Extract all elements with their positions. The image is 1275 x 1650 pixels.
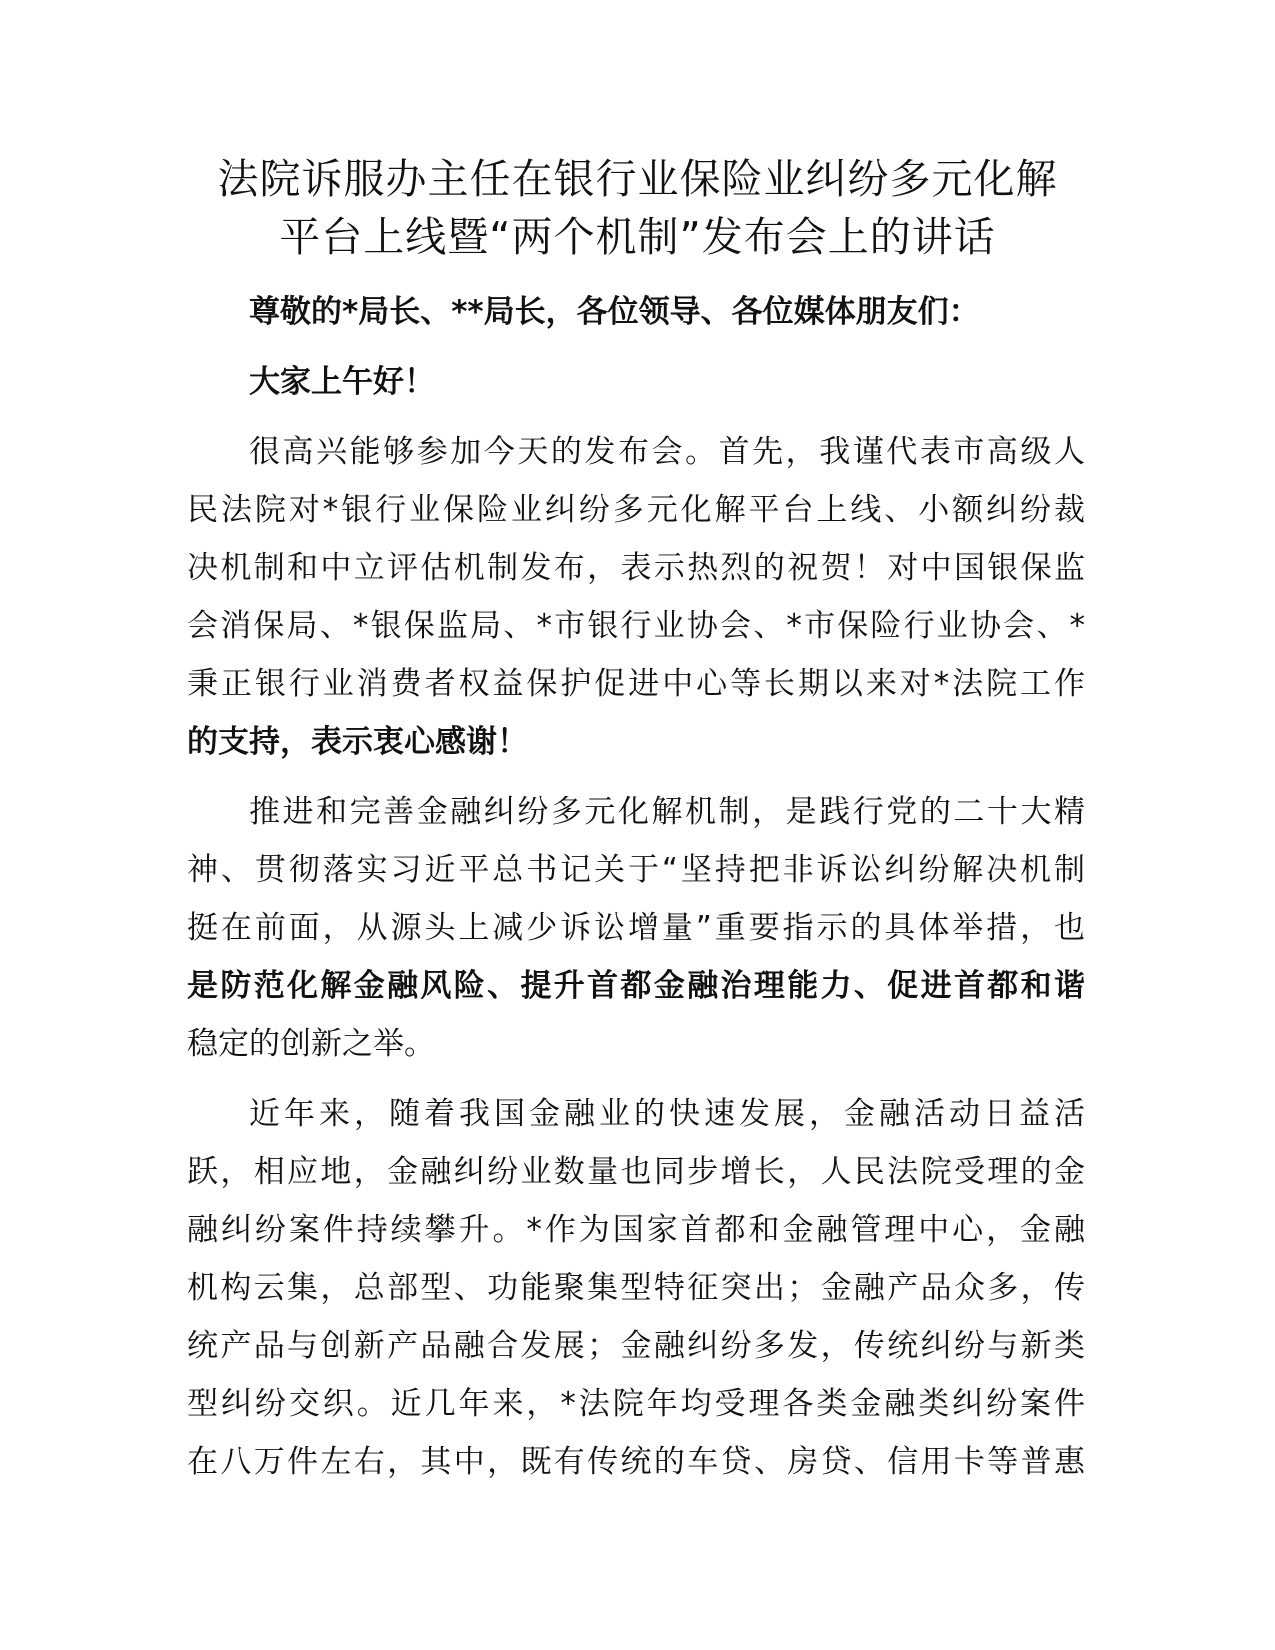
document-body xyxy=(187,283,1085,1503)
paragraph-1 xyxy=(187,423,1085,771)
paragraph-line: 在八万件左右，其中，既有传统的车贷、房贷、信用卡等普惠 xyxy=(187,1444,1085,1480)
paragraph-line: 机构云集，总部型、功能聚集型特征突出；金融产品众多，传 xyxy=(187,1270,1085,1306)
paragraph-line: 神、贯彻落实习近平总书记关于“坚持把非诉讼纠纷解决机制 xyxy=(187,852,1085,888)
paragraph-line: 推进和完善金融纠纷多元化解机制，是践行党的二十大精 xyxy=(249,794,1085,830)
paragraph-line: 跃，相应地，金融纠纷业数量也同步增长，人民法院受理的金 xyxy=(187,1154,1085,1190)
paragraph-line: 稳定的创新之举。 xyxy=(187,1026,435,1062)
greeting xyxy=(187,353,1085,411)
paragraph-line: 统产品与创新产品融合发展；金融纠纷多发，传统纠纷与新类 xyxy=(187,1328,1085,1364)
salutation xyxy=(187,283,1085,341)
title-line: 法院诉服办主任在银行业保险业纠纷多元化解 xyxy=(217,155,1058,203)
paragraph-line: 决机制和中立评估机制发布，表示热烈的祝贺！对中国银保监 xyxy=(187,550,1085,586)
paragraph-line: 型纠纷交织。近几年来，*法院年均受理各类金融类纠纷案件 xyxy=(187,1386,1085,1422)
paragraph-line: 近年来，随着我国金融业的快速发展，金融活动日益活 xyxy=(249,1096,1085,1132)
greeting-text: 大家上午好！ xyxy=(249,364,435,400)
salutation-text: 尊敬的*局长、**局长，各位领导、各位媒体朋友们： xyxy=(249,294,980,330)
paragraph-line: 挺在前面，从源头上减少诉讼增量”重要指示的具体举措，也 xyxy=(187,910,1085,946)
document-title xyxy=(150,150,1125,266)
paragraph-line: 会消保局、*银保监局、*市银行业协会、*市保险行业协会、* xyxy=(187,608,1085,644)
paragraph-line: 民法院对*银行业保险业纠纷多元化解平台上线、小额纠纷裁 xyxy=(187,492,1085,528)
paragraph-line: 是防范化解金融风险、提升首都金融治理能力、促进首都和谐 xyxy=(187,968,1085,1004)
paragraph-3 xyxy=(187,1085,1085,1491)
title-line: 平台上线暨“两个机制”发布会上的讲话 xyxy=(279,213,996,261)
paragraph-line: 秉正银行业消费者权益保护促进中心等长期以来对*法院工作 xyxy=(187,666,1085,702)
paragraph-line: 很高兴能够参加今天的发布会。首先，我谨代表市高级人 xyxy=(249,434,1085,470)
paragraph-line: 融纠纷案件持续攀升。*作为国家首都和金融管理中心，金融 xyxy=(187,1212,1085,1248)
paragraph-2 xyxy=(187,783,1085,1073)
paragraph-line: 的支持，表示衷心感谢！ xyxy=(187,724,528,760)
